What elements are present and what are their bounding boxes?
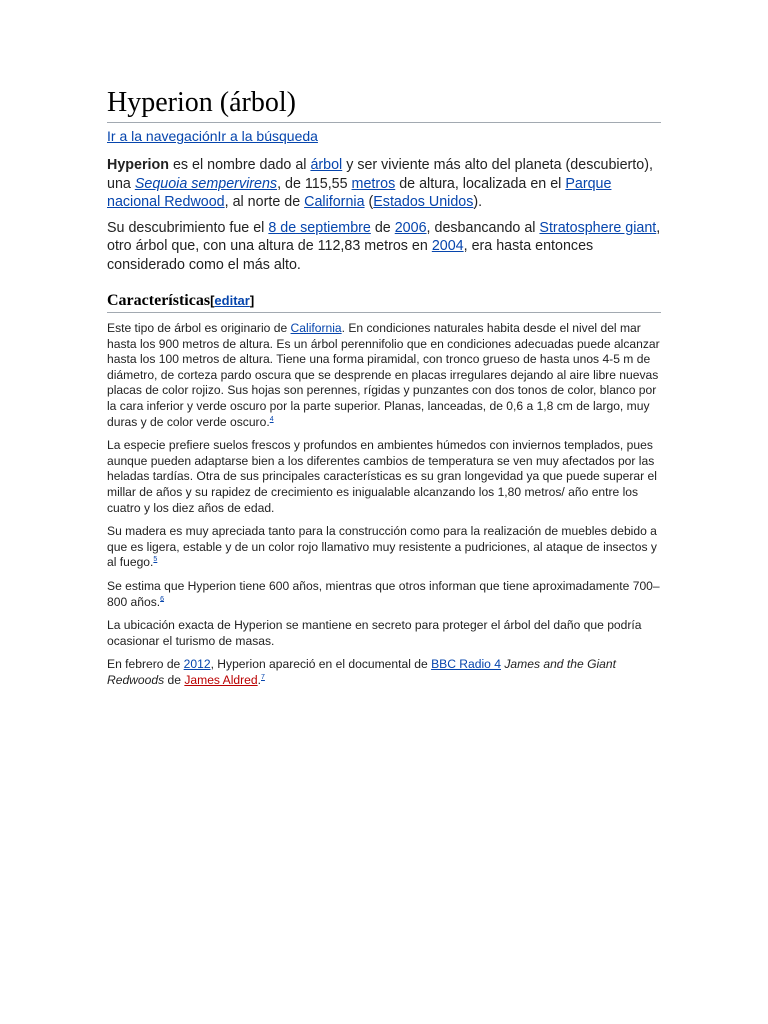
reference-6[interactable]: 6 [160,595,165,603]
lead-paragraph-1 [107,156,661,212]
species-italic: Sequoia sempervirens [134,175,278,192]
link-stratosphere-giant[interactable]: Stratosphere giant [539,219,657,236]
documentary-title: James and the Giant Redwoods [107,657,616,687]
link-8-de-septiembre[interactable]: 8 de septiembre [268,219,371,236]
link-james-aldred[interactable]: James Aldred [184,672,258,687]
edit-bracket-open: [ [210,293,215,308]
lead-section [107,156,661,274]
lead-paragraph-2 [107,219,661,275]
edit-section-link[interactable]: editar [214,293,250,308]
lead-text: , otro árbol que, con una altura de 112,83 metros en [107,219,661,254]
page-title: Hyperion (árbol) [107,86,661,123]
lead-text: y ser viviente más alto del planeta (descubierto), una [107,157,653,192]
section-heading-caracteristicas [107,291,661,313]
lead-text: ( [364,194,374,210]
link-parque-nacional-redwood[interactable]: Parque nacional Redwood [107,175,612,210]
lead-text: , desbancando al [426,219,540,236]
lead-text: , era hasta entonces considerado como el más alto. [107,238,594,273]
link-bbc-radio-4[interactable]: BBC Radio 4 [431,657,501,672]
body-paragraph-4 [107,579,661,610]
link-2006[interactable]: 2006 [394,219,427,236]
body-paragraph-5: La ubicación exacta de Hyperion se mantiene en secreto para proteger el árbol del daño que podría ocasionar el turismo de masas. [107,618,642,648]
body-paragraph-1 [107,321,661,430]
jump-to-search-link[interactable]: Ir a la búsqueda [217,128,318,144]
lead-text: , al norte de [224,194,305,210]
lead-text: Su descubrimiento fue el [107,219,269,236]
body-text: Se estima que Hyperion tiene 600 años, mientras que otros informan que tiene aproximadamente 700–800 años. [107,578,660,609]
body-text: de [164,672,185,687]
body-text: En febrero de [107,657,184,672]
lead-text: de [370,219,395,236]
link-arbol[interactable]: árbol [310,157,343,173]
reference-5[interactable]: 5 [153,556,158,564]
jump-to-navigation-link[interactable]: Ir a la navegación [107,128,218,144]
link-estados-unidos[interactable]: Estados Unidos [373,194,474,210]
article-content [107,86,661,696]
lead-text: , de 115,55 [277,175,352,192]
body-paragraph-2: La especie prefiere suelos frescos y profundos en ambientes húmedos con inviernos templados, pues aunque pueden adaptarse bien a los diferentes cambios de temperatura se ven muy afectados por las heladas tardías. Otra de sus principales características es su gran longevidad ya que puede superar el millar de años y su rapidez de crecimiento es inigualable alcanzando los 1,80 metros/ año entre los cuatro y los diez años de edad. [107,438,657,515]
link-california-2[interactable]: California [290,321,342,335]
body-paragraph-3 [107,524,661,571]
link-metros[interactable]: metros [351,175,396,192]
subject-bold: Hyperion [107,157,169,173]
reference-4[interactable]: 4 [269,415,274,423]
lead-text: ). [473,194,483,210]
edit-bracket-close: ] [249,293,255,308]
body-text: . [257,672,261,687]
section-body [107,321,661,688]
link-2012[interactable]: 2012 [183,657,211,672]
link-california[interactable]: California [304,194,365,210]
body-text: , Hyperion apareció en el documental de [210,657,432,672]
reference-7[interactable]: 7 [261,673,265,681]
link-2004[interactable]: 2004 [431,238,464,254]
section-heading-text: Características [107,292,211,309]
link-sequoia-sempervirens[interactable] [135,176,277,192]
jump-links [107,128,661,144]
section-edit [210,293,254,308]
lead-text: de altura, localizada en el [395,175,566,192]
body-text: Su madera es muy apreciada tanto para la construcción como para la realización de muebles debido a que es ligera, estable y de un color rojo llamativo muy resistente a pudriciones, al ataque de insectos y al fuego. [107,524,657,570]
body-paragraph-6 [107,657,661,688]
lead-text: es el nombre dado al [168,157,311,173]
body-text: Este tipo de árbol es originario de [107,321,291,335]
body-text: . En condiciones naturales habita desde el nivel del mar hasta los 900 metros de altura. Es un árbol perennifolio que en condiciones adecuadas puede alcanzar hasta los 100 metros de altura. Tiene una forma piramidal, con tronco grueso de hasta unos 4-5 m de diámetro, de corteza pardo oscura que se desprende en placas irregulares dejando al aire libre nuevas placas de color rojizo. Sus hojas son perennes, rígidas y punzantes con dos tonos de color, blanco por la cara inferior y verde oscuro por la parte superior. Planas, lanceadas, de 0,6 a 1,8 cm de largo, muy duras y de color verde oscuro. [107,321,660,429]
